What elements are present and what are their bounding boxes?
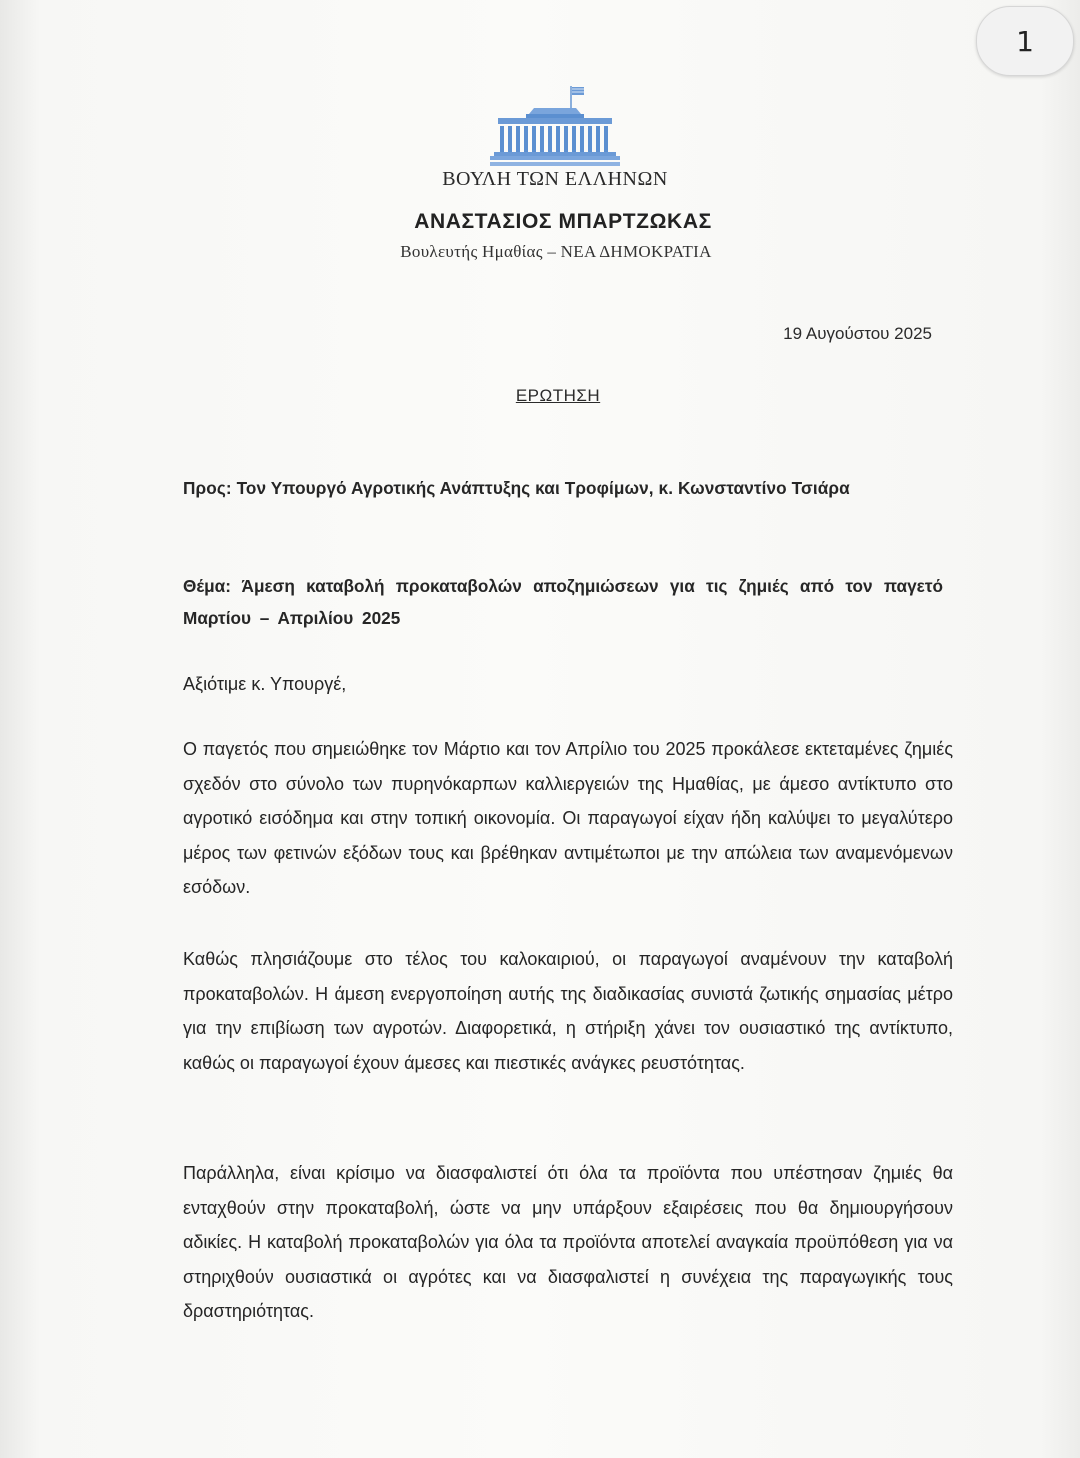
page-number-badge[interactable] (976, 6, 1074, 76)
recipient-line: Προς: Τον Υπουργό Αγροτικής Ανάπτυξης και Τροφίμων, κ. Κωνσταντίνο Τσιάρα (183, 478, 850, 498)
document-date: 19 Αυγούστου 2025 (783, 324, 932, 343)
parliament-name: ΒΟΥΛΗ ΤΩΝ ΕΛΛΗΝΩΝ (442, 168, 668, 190)
mp-name: ΑΝΑΣΤΑΣΙΟΣ ΜΠΑΡΤΖΩΚΑΣ (414, 210, 712, 233)
subject-line: Θέμα: Άμεση καταβολή προκαταβολών αποζημιώσεων για τις ζημιές από τον παγετό Μαρτίου – Απριλίου 2025 (183, 576, 943, 628)
body-paragraph: Καθώς πλησιάζουμε στο τέλος του καλοκαιριού, οι παραγωγοί αναμένουν την καταβολή προκαταβολών. Η άμεση ενεργοποίηση αυτής της διαδικασίας συνιστά ζωτικής σημασίας μέτρο για την επιβίωση των αγροτών. Διαφορετικά, η στήριξη χάνει τον ουσιαστικό της αντίκτυπο, καθώς οι παραγωγοί έχουν άμεσες και πιεστικές ανάγκες ρευστότητας. (183, 949, 953, 1073)
document-title: ΕΡΩΤΗΣΗ (515, 386, 601, 405)
salutation: Αξιότιμε κ. Υπουργέ, (183, 674, 347, 694)
mp-role: Βουλευτής Ημαθίας – ΝΕΑ ΔΗΜΟΚΡΑΤΙΑ (400, 242, 712, 261)
body-paragraph: Παράλληλα, είναι κρίσιμο να διασφαλιστεί ότι όλα τα προϊόντα που υπέστησαν ζημιές θα ενταχθούν στην προκαταβολή, ώστε να μην υπάρξουν εξαιρέσεις που θα δημιουργήσουν αδικίες. Η καταβολή προκαταβολών για όλα τα προϊόντα αποτελεί αναγκαία προϋπόθεση για να στηριχθούν ουσιαστικά οι αγρότες και να διασφαλιστεί η συνέχεια της παραγωγικής τους δραστηριότητας. (183, 1163, 953, 1321)
parliament-building-emblem (490, 84, 620, 168)
body-paragraph: Ο παγετός που σημειώθηκε τον Μάρτιο και τον Απρίλιο του 2025 προκάλεσε εκτεταμένες ζημιές σχεδόν στο σύνολο των πυρηνόκαρπων καλλιεργειών της Ημαθίας, με άμεσο αντίκτυπο στο αγροτικό εισόδημα και στην τοπική οικονομία. Οι παραγωγοί είχαν ήδη καλύψει το μεγαλύτερο μέρος των φετινών εξόδων τους και βρέθηκαν αντιμέτωποι με την απώλεια των αναμενόμενων εσόδων. (183, 739, 953, 897)
page-number: 1 (1016, 24, 1034, 58)
